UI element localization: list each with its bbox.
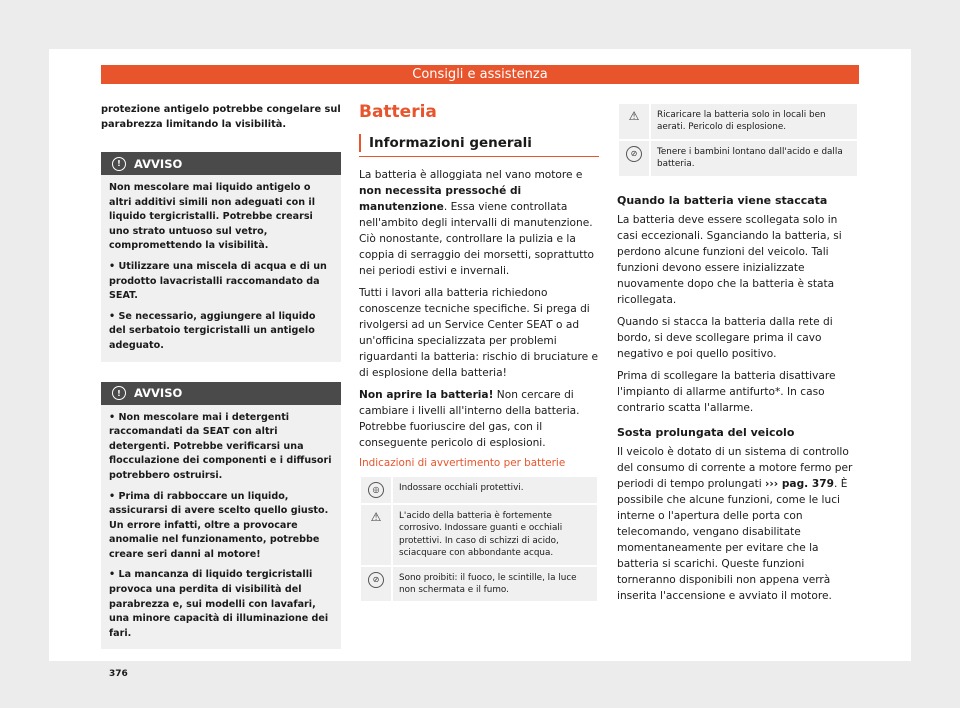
explosion-warning-icon: ⚠ <box>628 109 640 123</box>
text-run: La batteria è alloggiata nel vano motore e <box>359 169 583 181</box>
table-row <box>360 476 598 504</box>
warning-box-detergents <box>101 382 341 650</box>
warning-body <box>101 405 341 650</box>
table-row <box>360 504 598 566</box>
section-title: Batteria <box>359 102 437 122</box>
indicators-table <box>359 475 599 603</box>
paragraph: Quando si stacca la batteria dalla rete di bordo, si deve scollegare prima il cavo negativo e poi quello positivo. <box>617 315 833 360</box>
warning-bullet: • Se necessario, aggiungere al liquido del serbatoio tergicristalli un antigelo adeguato. <box>109 310 316 351</box>
indicator-text: L'acido della batteria è fortemente corrosivo. Indossare guanti e occhiali protettivi. In caso di schizzi di acido, sciacquare con abbondante acqua. <box>392 504 598 566</box>
warning-header <box>101 152 341 175</box>
indicators-label: Indicazioni di avvertimento per batterie <box>359 457 566 469</box>
table-row <box>360 566 598 603</box>
indicator-text: Sono proibiti: il fuoco, le scintille, la luce non schermata e il fumo. <box>392 566 598 603</box>
warning-icon: ! <box>112 386 126 400</box>
table-row <box>618 103 858 140</box>
chapter-header: Consigli e assistenza <box>101 65 859 84</box>
indicators-table-continued <box>617 102 859 178</box>
page-reference-link[interactable]: ››› pag. 379 <box>765 477 834 490</box>
acid-warning-icon: ⚠ <box>370 510 382 524</box>
warning-bullet: • Utilizzare una miscela di acqua e di un prodotto lavacristalli raccomandato da SEAT. <box>109 260 327 302</box>
manual-page <box>49 49 911 679</box>
indicator-text: Tenere i bambini lontano dall'acido e dalla batteria. <box>650 140 858 177</box>
paragraph: Prima di scollegare la batteria disattivare l'impianto di allarme antifurto*. In caso contrario scatta l'allarme. <box>617 369 836 414</box>
emphasis-text: Non aprire la batteria! <box>359 389 494 401</box>
indicator-text: Ricaricare la batteria solo in locali ben aerati. Pericolo di esplosione. <box>650 103 858 140</box>
table-row <box>618 140 858 177</box>
emphasis-text: non necessita pressoché di manutenzione <box>359 185 522 213</box>
warning-icon: ! <box>112 157 126 171</box>
warning-box-antifreeze <box>101 152 341 362</box>
warning-bullet: • Prima di rabboccare un liquido, assicurarsi di avere scelto quello giusto. Un errore infatti, oltre a provocare anomalie nel funzionamento, potrebbe creare seri danni al motore! <box>109 490 329 560</box>
paragraph: La batteria deve essere scollegata solo in casi eccezionali. Sganciando la batteria, si perdono alcune funzioni del veicolo. Tali funzioni devono essere inizializzate nuovamente dopo che la batteria è stata ricollegata. <box>617 213 842 306</box>
no-fire-icon: ⊘ <box>368 572 384 588</box>
text-run: . È possibile che alcune funzioni, come le luci interne o l'apertura delle porta con telecomando, vengano disabilitate momentaneamente per evitare che la batteria si scarichi. Queste funzioni torneranno disponibili non appena verrà inserita l'accensione e avviato il motore. <box>617 477 848 602</box>
heading-battery-disconnected: Quando la batteria viene staccata <box>617 193 828 207</box>
warning-paragraph: Non mescolare mai liquido antigelo o altri additivi simili non adeguati con il liquido tergicristalli. Potrebbe crearsi uno strato untuoso sul vetro, compromettendo la visibilità. <box>109 182 316 252</box>
column-left <box>101 102 341 649</box>
warning-body <box>101 175 341 362</box>
no-children-icon: ⊘ <box>626 146 642 162</box>
column-right <box>617 102 859 610</box>
indicator-text: Indossare occhiali protettivi. <box>392 476 598 504</box>
paragraph <box>617 444 859 604</box>
battery-service-paragraph: Tutti i lavori alla batteria richiedono conoscenze tecniche specifiche. Si prega di rivolgersi ad un Service Center SEAT o ad un'officina specializzata per problemi riguardanti la batteria: rischio di bruciature e di esplosione della batteria! <box>359 287 598 379</box>
text-run: Non cercare di cambiare i livelli all'interno della batteria. Potrebbe fuoriuscire del gas, con il conseguente pericolo di esplosioni. <box>359 389 580 449</box>
subsection-divider <box>359 156 599 157</box>
heading-long-parking: Sosta prolungata del veicolo <box>617 425 795 439</box>
warning-bullet: • La mancanza di liquido tergicristalli provoca una perdita di visibilità del parabrezza e, sui modelli con lavafari, una minore capacità di illuminazione dei fari. <box>109 569 329 639</box>
warning-title: AVVISO <box>134 156 183 171</box>
column-middle <box>359 102 599 603</box>
page-number: 376 <box>109 669 128 679</box>
intro-text: protezione antigelo potrebbe congelare sul parabrezza limitando la visibilità. <box>101 104 341 130</box>
warning-title: AVVISO <box>134 386 183 401</box>
warning-header <box>101 382 341 405</box>
warning-bullet: • Non mescolare mai i detergenti raccomandati da SEAT con altri detergenti. Potrebbe verificarsi una flocculazione dei componenti e i diffusori potrebbero ostruirsi. <box>109 411 332 481</box>
goggles-icon: ◎ <box>368 482 384 498</box>
battery-intro-paragraph <box>359 167 599 279</box>
battery-warning-paragraph <box>359 387 599 451</box>
text-run: Il veicolo è dotato di un sistema di controllo del consumo di corrente a motore fermo per periodi di tempo prolungati <box>617 445 853 490</box>
subsection-title: Informazioni generali <box>359 134 599 152</box>
text-run: . Essa viene controllata nell'ambito degli intervalli di manutenzione. Ciò nonostante, controllare la pulizia e la coppia di serraggio dei morsetti, soprattutto nei periodi estivi e invernali. <box>359 201 595 277</box>
